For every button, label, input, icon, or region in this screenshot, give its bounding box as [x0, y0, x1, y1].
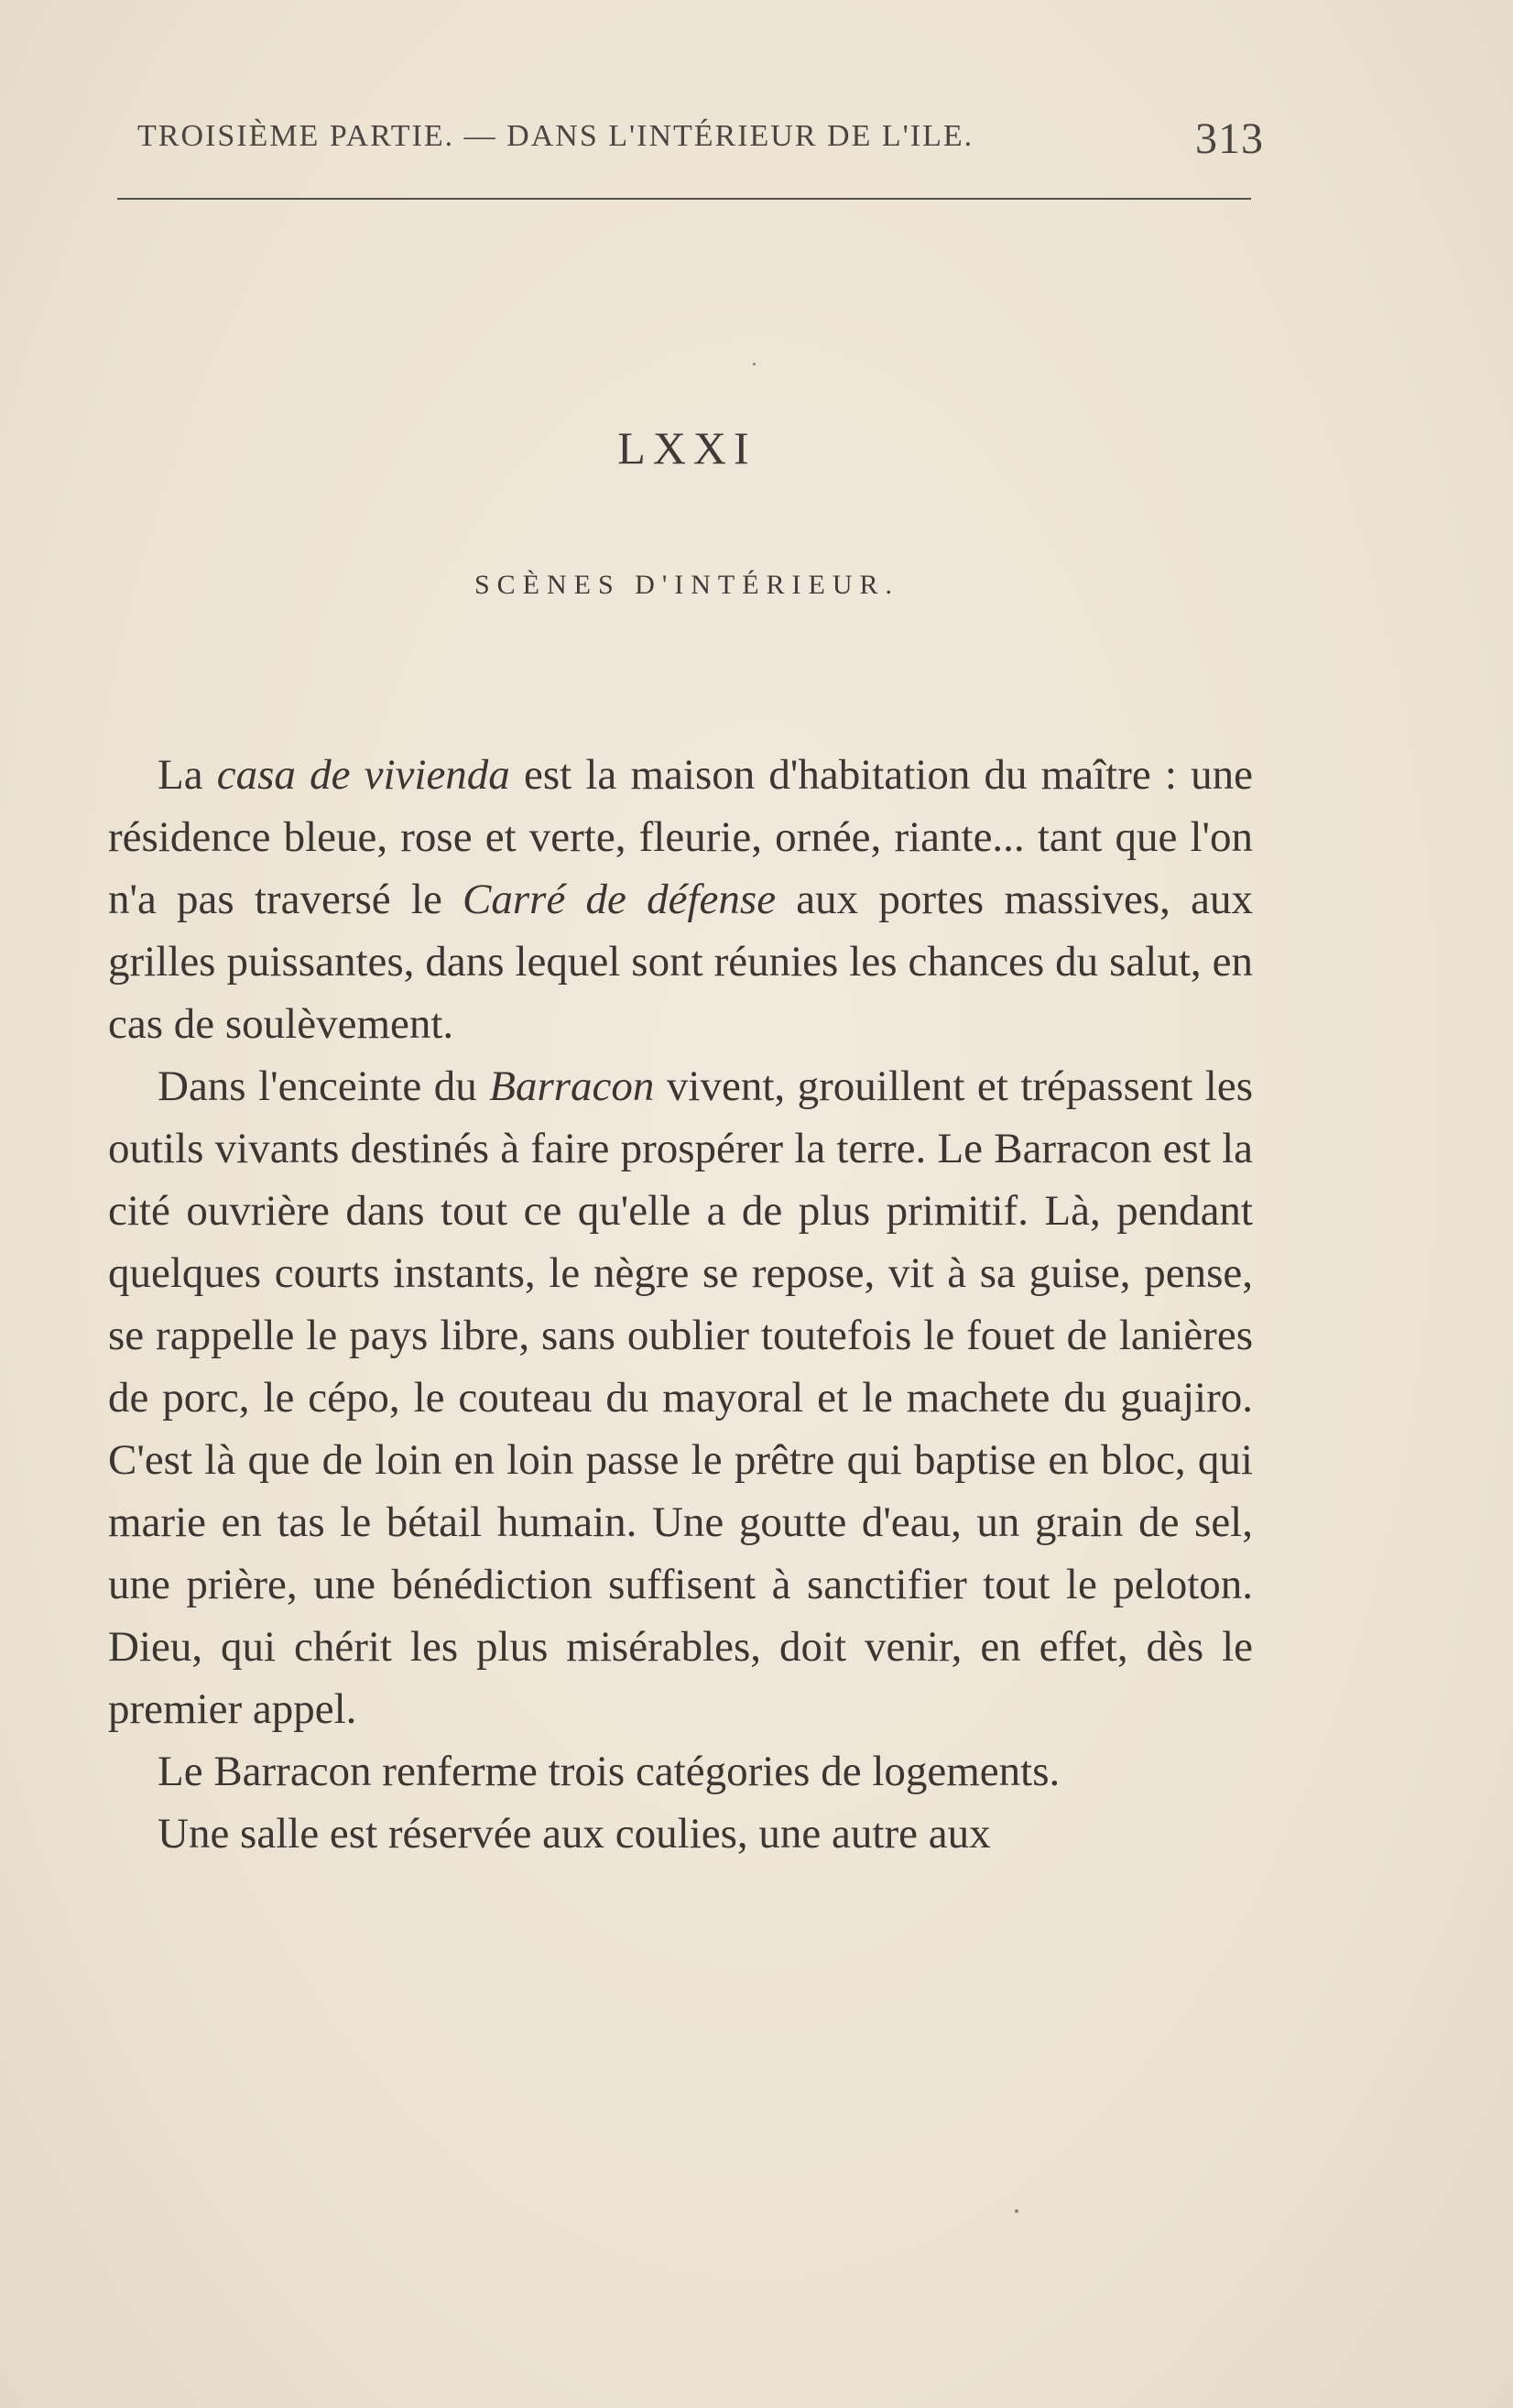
running-head	[137, 114, 1264, 174]
paragraph	[108, 1803, 1253, 1865]
chapter-title: SCÈNES D'INTÉRIEUR.	[473, 570, 900, 600]
body-text	[108, 744, 1253, 1865]
italic-run: casa de vivienda	[216, 751, 510, 799]
text-run: Une salle est réservée aux coulies, une autre aux	[158, 1810, 991, 1858]
text-run: aux portes massives, aux grilles puissantes, dans lequel sont réunies les chances du salut, en cas de soulèvement.	[108, 876, 1253, 1048]
text-run: vivent, grouillent et trépassent les outils vivants destinés à faire prospérer la terre. Le Barracon est la cité ouvrière dans tout ce qu'elle a de plus primitif. Là, pendant quelques courts instants, le nègre se repose, vit à sa guise, pense, se rappelle le pays libre, sans oublier toutefois le fouet de lanières de porc, le cépo, le couteau du mayoral et le machete du guajiro. C'est là que de loin en loin passe le prêtre qui baptise en bloc, qui marie en tas le bétail humain. Une goutte d'eau, un grain de sel, une prière, une bénédiction suffisent à sanctifier tout le peloton. Dieu, qui chérit les plus misérables, doit venir, en effet, dès le premier appel.	[108, 1062, 1253, 1733]
paper-speck	[753, 363, 756, 365]
italic-run: Carré de défense	[463, 876, 777, 923]
paragraph	[108, 1055, 1253, 1740]
page-number: 313	[1195, 114, 1264, 163]
paragraph	[108, 1740, 1253, 1803]
italic-run: Barracon	[489, 1062, 655, 1110]
text-run: Dans l'enceinte du	[158, 1062, 490, 1110]
text-run: La	[158, 751, 217, 799]
paragraph	[108, 744, 1253, 1055]
text-run: Le Barracon renferme trois catégories de logements.	[158, 1748, 1061, 1795]
header-rule	[117, 198, 1251, 200]
chapter-number: LXXI	[617, 422, 756, 474]
paper-speck	[1015, 2209, 1018, 2213]
running-head-title: TROISIÈME PARTIE. — DANS L'INTÉRIEUR DE L'ILE.	[137, 119, 974, 153]
text-run: est la maison d'habitation du maître : une résidence bleue, rose et verte, fleurie, ornée, riante... tant que l'on n'a pas traversé le	[108, 751, 1253, 923]
